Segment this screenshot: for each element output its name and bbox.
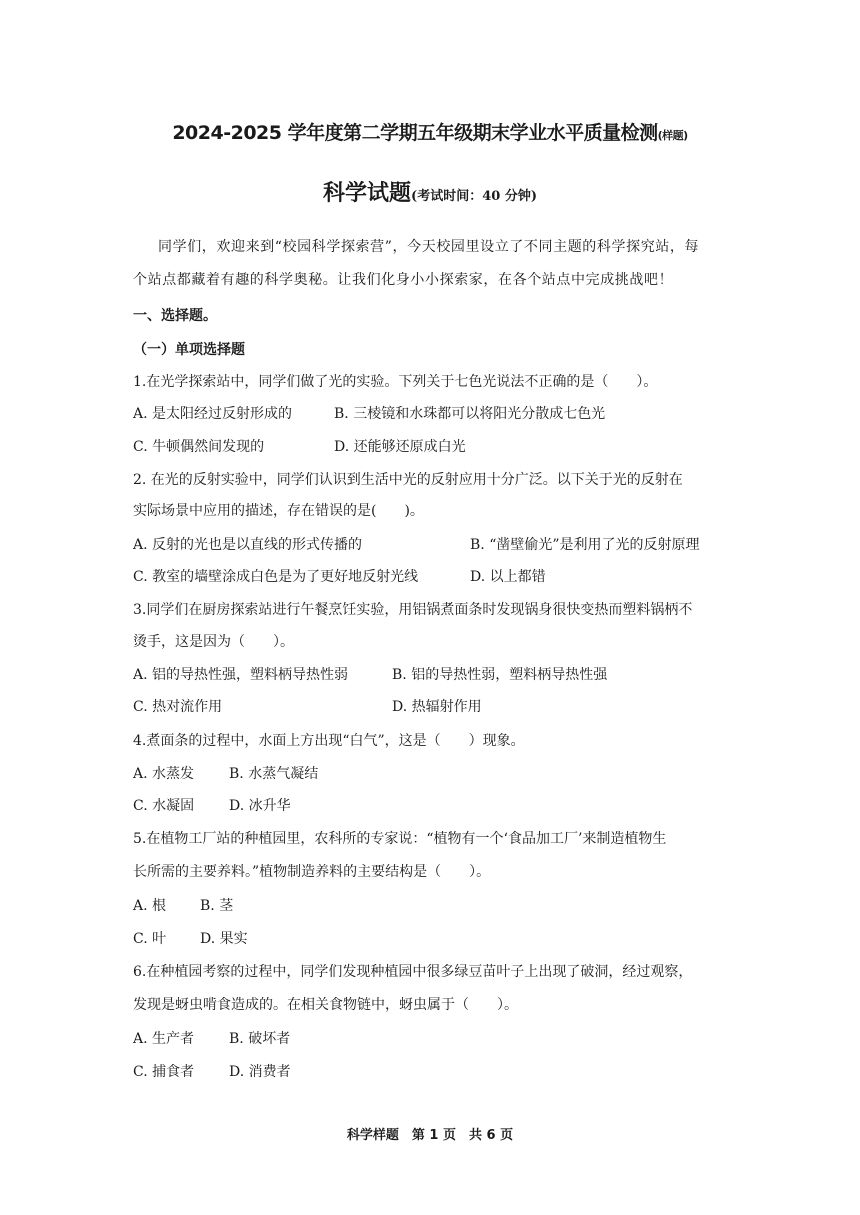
question-4-option-d: D. 冰升华 <box>229 798 291 814</box>
sample-tag: (样题) <box>657 129 688 142</box>
question-3-option-c: C. 热对流作用 <box>133 699 223 715</box>
question-2-line-2: 实际场景中应用的描述，存在错误的是( )。 <box>133 503 424 519</box>
question-3-line-2: 烫手，这是因为（ ）。 <box>133 634 294 650</box>
question-4-option-b: B. 水蒸气凝结 <box>229 766 319 782</box>
question-3-line-1: 3.同学们在厨房探索站进行午餐烹饪实验，用铝锅煮面条时发现锅身很快变热而塑料锅柄不 <box>133 602 693 618</box>
question-1-option-d: D. 还能够还原成白光 <box>334 439 466 455</box>
exam-subtitle <box>0 176 860 207</box>
question-4-option-a: A. 水蒸发 <box>133 766 195 782</box>
question-1-option-c: C. 牛顿偶然间发现的 <box>133 439 265 455</box>
question-3-option-d: D. 热辐射作用 <box>392 699 482 715</box>
question-2-option-d: D. 以上都错 <box>470 569 546 585</box>
question-3-option-b: B. 铝的导热性弱，塑料柄导热性强 <box>392 667 608 683</box>
question-5-option-a: A. 根 <box>133 898 167 914</box>
exam-time: (考试时间：40 分钟) <box>411 189 537 204</box>
section-heading: 一、选择题。 <box>133 308 217 324</box>
question-2-option-a: A. 反射的光也是以直线的形式传播的 <box>133 537 363 553</box>
question-4-line-1: 4.煮面条的过程中，水面上方出现“白气”，这是（ ）现象。 <box>133 733 525 749</box>
question-2-line-1: 2. 在光的反射实验中，同学们认识到生活中光的反射应用十分广泛。以下关于光的反射在 <box>133 472 683 488</box>
exam-title <box>0 118 860 145</box>
exam-title-text: 2024-2025 学年度第二学期五年级期末学业水平质量检测 <box>172 122 658 144</box>
question-5-option-d: D. 果实 <box>200 931 248 947</box>
question-6-option-b: B. 破坏者 <box>229 1031 291 1047</box>
question-1-line-1: 1.在光学探索站中，同学们做了光的实验。下列关于七色光说法不正确的是（ ）。 <box>133 374 658 390</box>
question-6-option-a: A. 生产者 <box>133 1031 195 1047</box>
intro-line-2: 个站点都藏着有趣的科学奥秘。让我们化身小小探索家，在各个站点中完成挑战吧！ <box>133 272 674 288</box>
section-subheading: （一）单项选择题 <box>133 342 245 358</box>
question-3-option-a: A. 铝的导热性强，塑料柄导热性弱 <box>133 667 349 683</box>
question-2-option-c: C. 教室的墙壁涂成白色是为了更好地反射光线 <box>133 569 419 585</box>
question-2-option-b: B. “凿壁偷光”是利用了光的反射原理 <box>470 537 700 553</box>
question-6-option-d: D. 消费者 <box>229 1064 291 1080</box>
question-4-option-c: C. 水凝固 <box>133 798 195 814</box>
intro-line-1: 同学们，欢迎来到“校园科学探索营”，今天校园里设立了不同主题的科学探究站，每 <box>158 239 700 255</box>
question-5-line-1: 5.在植物工厂站的种植园里，农科所的专家说：“植物有一个‘食品加工厂’来制造植物生 <box>133 831 667 847</box>
question-1-option-a: A. 是太阳经过反射形成的 <box>133 406 293 422</box>
page-footer: 科学样题 第 1 页 共 6 页 <box>346 1128 514 1143</box>
question-5-option-b: B. 茎 <box>200 898 234 914</box>
question-6-line-2: 发现是蚜虫啃食造成的。在相关食物链中，蚜虫属于（ ）。 <box>133 997 518 1013</box>
question-5-option-c: C. 叶 <box>133 931 167 947</box>
question-6-option-c: C. 捕食者 <box>133 1064 195 1080</box>
question-6-line-1: 6.在种植园考察的过程中，同学们发现种植园中很多绿豆苗叶子上出现了破洞，经过观察， <box>133 964 693 980</box>
subject-name: 科学试题 <box>323 181 412 206</box>
question-1-option-b: B. 三棱镜和水珠都可以将阳光分散成七色光 <box>334 406 606 422</box>
question-5-line-2: 长所需的主要养料。”植物制造养料的主要结构是（ ）。 <box>133 864 491 880</box>
